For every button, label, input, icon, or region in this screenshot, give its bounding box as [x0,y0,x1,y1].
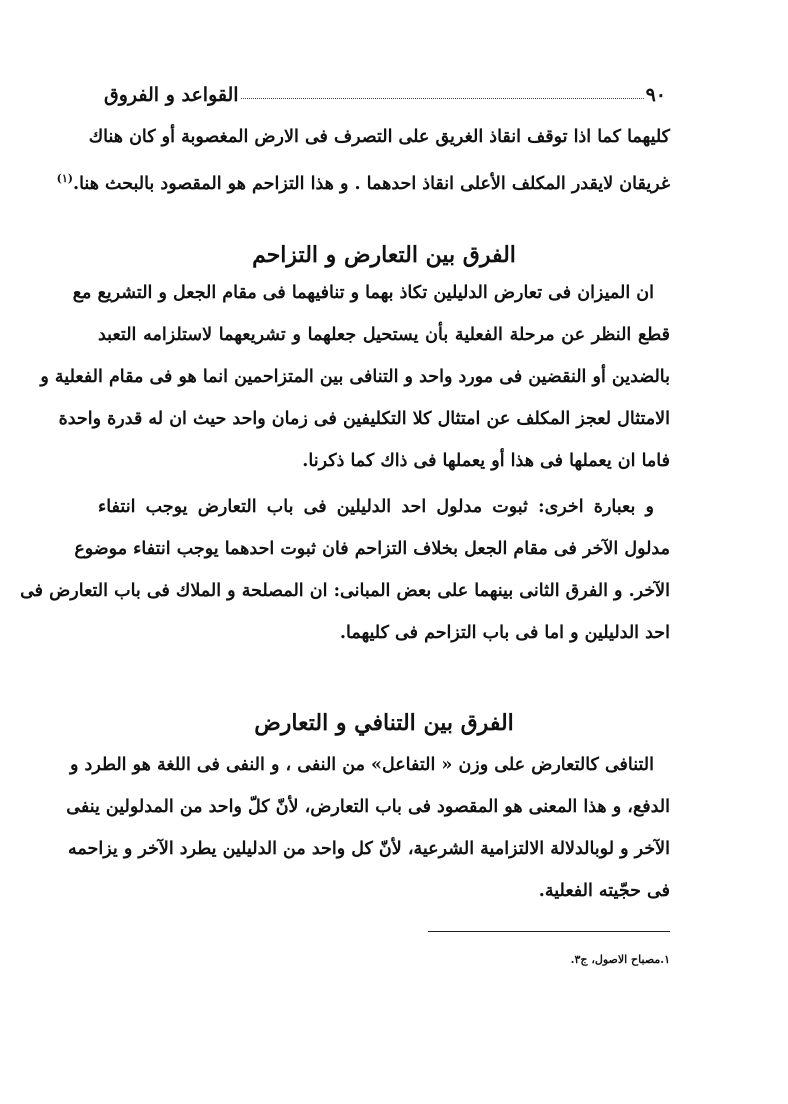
section-heading: الفرق بين التعارض و التزاحم [252,242,516,268]
section-heading: الفرق بين التنافي و التعارض [254,710,514,736]
running-title: القواعد و الفروق [104,84,239,106]
text-line: و بعبارة اخرى: ثبوت مدلول احد الدليلين فى باب التعارض يوجب انتفاء [98,497,654,517]
text-line: مدلول الآخر فى مقام الجعل بخلاف التزاحم فان ثبوت احدهما يوجب انتفاء موضوع [74,539,670,559]
text-line-body: غريقان لايقدر المكلف الأعلى انقاذ احدهما . و هذا التزاحم هو المقصود بالبحث هنا. [72,173,670,194]
text-line: كليهما كما اذا توقف انقاذ الغريق على التصرف فى الارض المغصوبة أو كان هناك [88,127,670,147]
text-line [56,158,670,200]
section1-paragraph-2 [20,486,670,654]
text-line: الآخر. و الفرق الثانى بينهما على بعض المبانى: ان المصلحة و الملاك فى باب التعارض فى [20,581,670,601]
text-line: قطع النظر عن مرحلة الفعلية بأن يستحيل جعلهما و تشريعهما لاستلزامه التعبد [98,325,670,345]
text-line: بالضدين أو النقضين فى مورد واحد و التنافى بين المتزاحمين انما هو فى مقام الفعلية و [40,367,670,387]
intro-paragraph [56,116,670,200]
footnote: ١.مصباح الاصول، ج٣. [570,953,670,966]
text-line: ان الميزان فى تعارض الدليلين تكاذ بهما و تنافيهما فى مقام الجعل و التشريع مع [72,283,654,303]
page-number: ٩٠ [645,84,666,106]
text-line: الامتثال لعجز المكلف عن امتثال كلا التكليفين فى زمان واحد حيث ان له قدرة واحدة [58,409,670,429]
text-line: التنافى كالتعارض على وزن « التفاعل» من النفى ، و النفى فى اللغة هو الطرد و [70,755,654,775]
header-dot-leader [241,98,644,99]
footnote-separator [428,931,670,932]
running-header [100,76,666,106]
text-line: الدفع، و هذا المعنى هو المقصود فى باب التعارض، لأنّ كلّ واحد من المدلولين ينفى [66,797,670,817]
text-line: فاما ان يعملها فى هذا أو يعملها فى ذاك كما ذكرنا. [302,451,670,471]
text-line: احد الدليلين و اما فى باب التزاحم فى كليهما. [339,623,670,643]
text-line: فى حجّيته الفعلية. [538,881,670,901]
section2-paragraph-1 [66,744,670,912]
footnote-marker: (١) [56,172,73,185]
text-line: الآخر و لوبالدلالة الالتزامية الشرعية، لأنّ كل واحد من الدليلين يطرد الآخر و يزاحمه [68,839,670,859]
section1-paragraph-1 [40,272,670,482]
